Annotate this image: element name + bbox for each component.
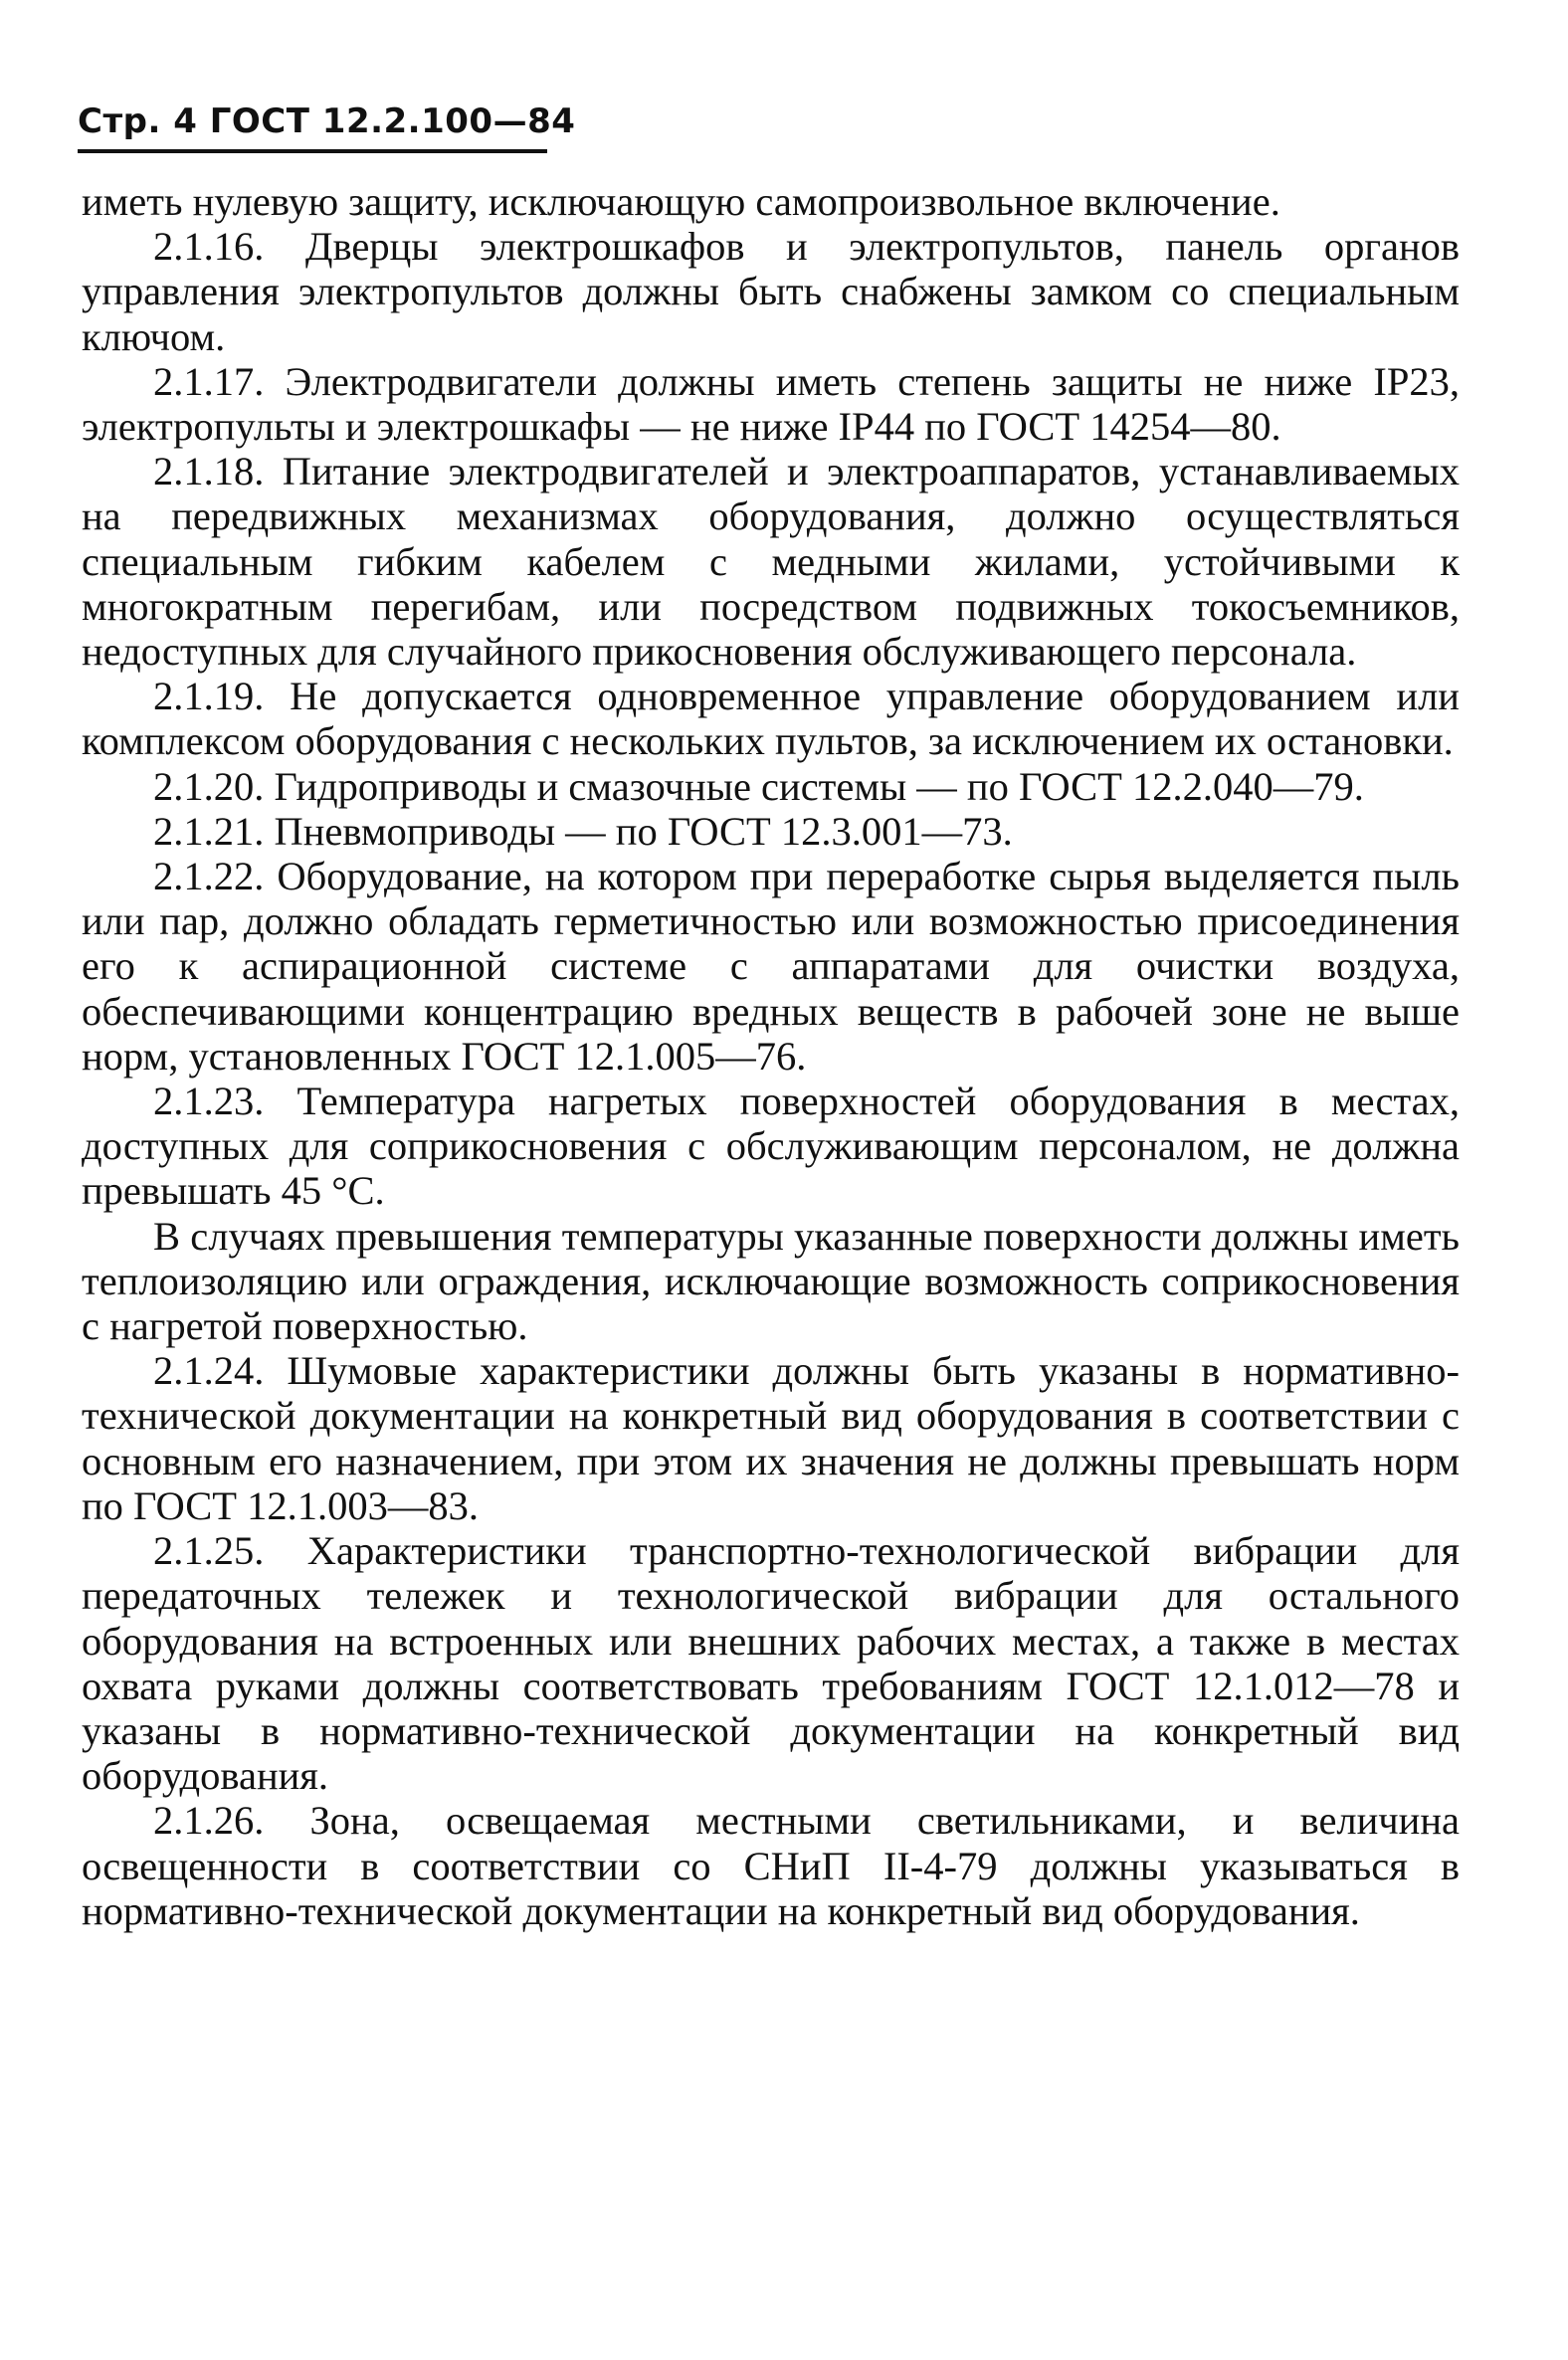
paragraph-temperature-note: В случаях превышения температуры указанные поверхности должны иметь теплоизоляцию или ограждения, исключающие возможность соприкосновения с нагретой поверхностью. <box>82 1213 1460 1349</box>
paragraph-2-1-17: 2.1.17. Электродвигатели должны иметь степень защиты не ниже IP23, электропульты и электрошкафы — не ниже IP44 по ГОСТ 14254—80. <box>82 358 1460 450</box>
paragraph-2-1-22: 2.1.22. Оборудование, на котором при переработке сырья выделяется пыль или пар, должно обладать герметичностью или возможностью присоединения его к аспирационной системе с аппаратами для очистки воздуха, обеспечивающими концентрацию вредных веществ в рабочей зоне не выше норм, установленных ГОСТ 12.1.005—76. <box>82 854 1460 1079</box>
paragraph-2-1-25: 2.1.25. Характеристики транспортно-технологической вибрации для передаточных тележек и технологической вибрации для остального оборудования на встроенных или внешних рабочих местах, а также в местах охвата руками должны соответствовать требованиям ГОСТ 12.1.012—78 и указаны в нормативно-технической документации на конкретный вид оборудования. <box>82 1528 1460 1799</box>
page-header: Стр. 4 ГОСТ 12.2.100—84 <box>78 101 576 141</box>
paragraph-2-1-26: 2.1.26. Зона, освещаемая местными светильниками, и величина освещенности в соответствии со СНиП II-4-79 должны указываться в нормативно-технической документации на конкретный вид оборудования. <box>82 1798 1460 1933</box>
paragraph: иметь нулевую защиту, исключающую самопроизвольное включение. <box>82 179 1280 224</box>
header-rule <box>78 149 547 153</box>
paragraph-2-1-21: 2.1.21. Пневмоприводы — по ГОСТ 12.3.001—73. <box>153 808 1013 854</box>
paragraph-2-1-23: 2.1.23. Температура нагретых поверхностей оборудования в местах, доступных для соприкосновения с обслуживающим персоналом, не должна превышать 45 °С. <box>82 1079 1460 1214</box>
body-text <box>82 179 1460 1933</box>
paragraph-2-1-20: 2.1.20. Гидроприводы и смазочные системы — по ГОСТ 12.2.040—79. <box>153 763 1364 809</box>
paragraph-2-1-16: 2.1.16. Дверцы электрошкафов и электропультов, панель органов управления электропультов должны быть снабжены замком со специальным ключом. <box>82 224 1460 359</box>
paragraph-2-1-18: 2.1.18. Питание электродвигателей и электроаппаратов, устанавливаемых на передвижных механизмах оборудования, должно осуществляться специальным гибким кабелем с медными жилами, устойчивыми к многократным перегибам, или посредством подвижных токосъемников, недоступных для случайного прикосновения обслуживающего персонала. <box>82 449 1460 675</box>
paragraph-2-1-24: 2.1.24. Шумовые характеристики должны быть указаны в нормативно-технической документации на конкретный вид оборудования в соответствии с основным его назначением, при этом их значения не должны превышать норм по ГОСТ 12.1.003—83. <box>82 1348 1460 1528</box>
paragraph-2-1-19: 2.1.19. Не допускается одновременное управление оборудованием или комплексом оборудования с нескольких пультов, за исключением их остановки. <box>82 674 1460 764</box>
